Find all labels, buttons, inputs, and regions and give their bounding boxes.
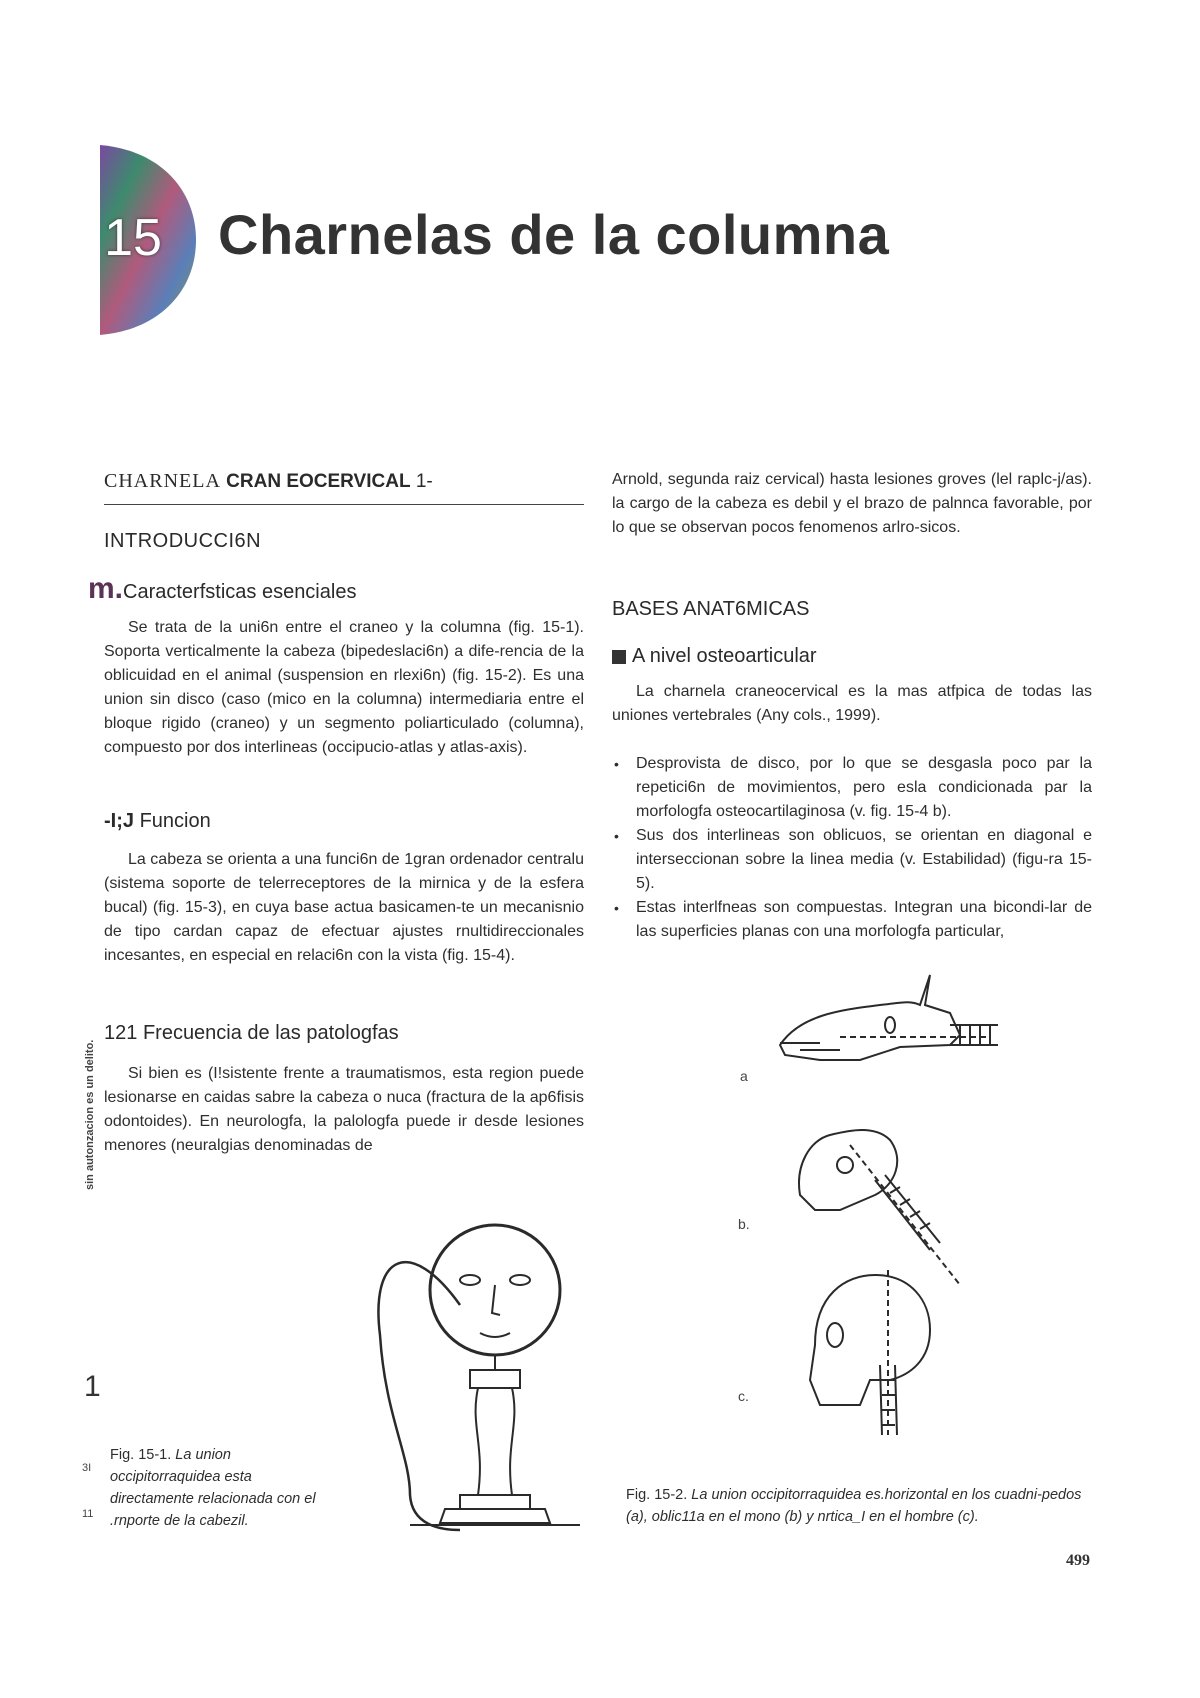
page-number: 499	[1066, 1552, 1090, 1569]
function-heading	[104, 810, 211, 833]
square-bullet-icon	[612, 650, 626, 664]
osteoarticular-bullets	[612, 752, 1092, 944]
figure-15-1-label: Fig. 15-1.	[110, 1447, 172, 1463]
figure-letter-b: b.	[738, 1216, 750, 1232]
figure-15-2-label: Fig. 15-2.	[626, 1487, 688, 1503]
chapter-title: Charnelas de la columna	[218, 203, 890, 266]
margin-mark: 11	[82, 1508, 94, 1520]
figure-15-1-drawing	[350, 1195, 590, 1535]
figure-letter-c: c.	[738, 1388, 749, 1404]
bases-heading: BASES ANAT6MICAS	[612, 598, 810, 620]
margin-note: sin autonzacion es un delito.	[84, 1039, 96, 1190]
section-suffix: 1-	[415, 471, 433, 492]
chapter-number: 15	[104, 209, 162, 267]
characteristics-heading	[88, 572, 356, 606]
section-prefix: CHARNELA	[104, 470, 221, 492]
function-marker: -I;J	[104, 810, 134, 832]
frequency-paragraph: Si bien es (I!sistente frente a traumatismos, esta region puede lesionarse en caidas sabre la cabeza o nuca (fractura de la ap6fisis odontoides). En neurologfa, la palologfa puede ir desde lesiones menores (neuralgias denominadas de	[104, 1065, 584, 1154]
figure-15-2-drawing	[760, 965, 1000, 1440]
section-marker: m.	[88, 572, 124, 605]
figure-letter-a: a	[740, 1068, 748, 1084]
margin-mark: 1	[84, 1370, 101, 1403]
osteoarticular-paragraph: La charnela craneocervical es la mas atfpica de todas las uniones vertebrales (Any cols., 1999).	[612, 683, 1092, 724]
frequency-heading	[104, 1022, 399, 1045]
characteristics-title: Caracterfsticas esenciales	[123, 581, 357, 603]
osteoarticular-title: A nivel osteoarticular	[632, 645, 817, 667]
margin-mark: 3I	[82, 1462, 92, 1474]
frequency-title: Frecuencia de las patologfas	[142, 1022, 399, 1044]
list-item: • Desprovista de disco, por lo que se desgasla poco par la repetici6n de movimientos, pero esla condicionada par la morfologfa osteocartilaginosa (v. fig. 15-4 b).	[612, 752, 1092, 824]
osteoarticular-heading	[612, 645, 817, 668]
section-heading	[104, 470, 584, 505]
function-paragraph: La cabeza se orienta a una funci6n de 1gran ordenador centralu (sistema soporte de telerreceptores de la mirnica y de la esfera bucal) (fig. 15-3), en cuya base actua basicamen-te un mecanisnio de tipo cardan capaz de efectuar ajustes rnultidireccionales incesantes, en especial en relaci6n con la vista (fig. 15-4).	[104, 851, 584, 964]
figure-15-2-text: La union occipitorraquidea es.horizontal en los cuadni-pedos (a), oblic11a en el mono (b) y nrtica_I en el hombre (c).	[626, 1487, 1082, 1525]
intro-heading: INTRODUCCI6N	[104, 530, 262, 552]
list-item: • Estas interlfneas son compuestas. Integran una bicondi-lar de las superficies planas con una morfologfa particular,	[612, 896, 1092, 944]
figure-15-1-text: La union occipitorraquidea esta directamente relacionada con el .rnporte de la cabezil.	[110, 1447, 316, 1529]
frequency-marker: 121	[104, 1022, 138, 1044]
list-item: • Sus dos interlineas son oblicuos, se orientan en diagonal e interseccionan sobre la linea media (v. Estabilidad) (figu-ra 15-5).	[612, 824, 1092, 896]
function-title: Funcion	[139, 810, 211, 832]
figure-15-2-caption	[626, 1484, 1104, 1528]
section-bold: CRAN EOCERVICAL	[226, 471, 411, 492]
right-continuation-paragraph: Arnold, segunda raiz cervical) hasta lesiones groves (lel raplc-j/as). la cargo de la cabeza es debil y el brazo de palnnca favorable, por lo que se observan pocos fenomenos arlro-sicos.	[612, 471, 1092, 536]
characteristics-paragraph: Se trata de la uni6n entre el craneo y la columna (fig. 15-1). Soporta verticalmente la cabeza (bipedeslaci6n) a dife-rencia de la oblicuidad en el animal (suspension en rlexi6n) (fig. 15-2). Es una union sin disco (caso (mico en la columna) intermediaria entre el bloque rigido (craneo) y un segmento poliarticulado (columna), compuesto por dos interlineas (occipucio-atlas y atlas-axis).	[104, 619, 584, 756]
figure-15-1-caption	[110, 1444, 330, 1532]
